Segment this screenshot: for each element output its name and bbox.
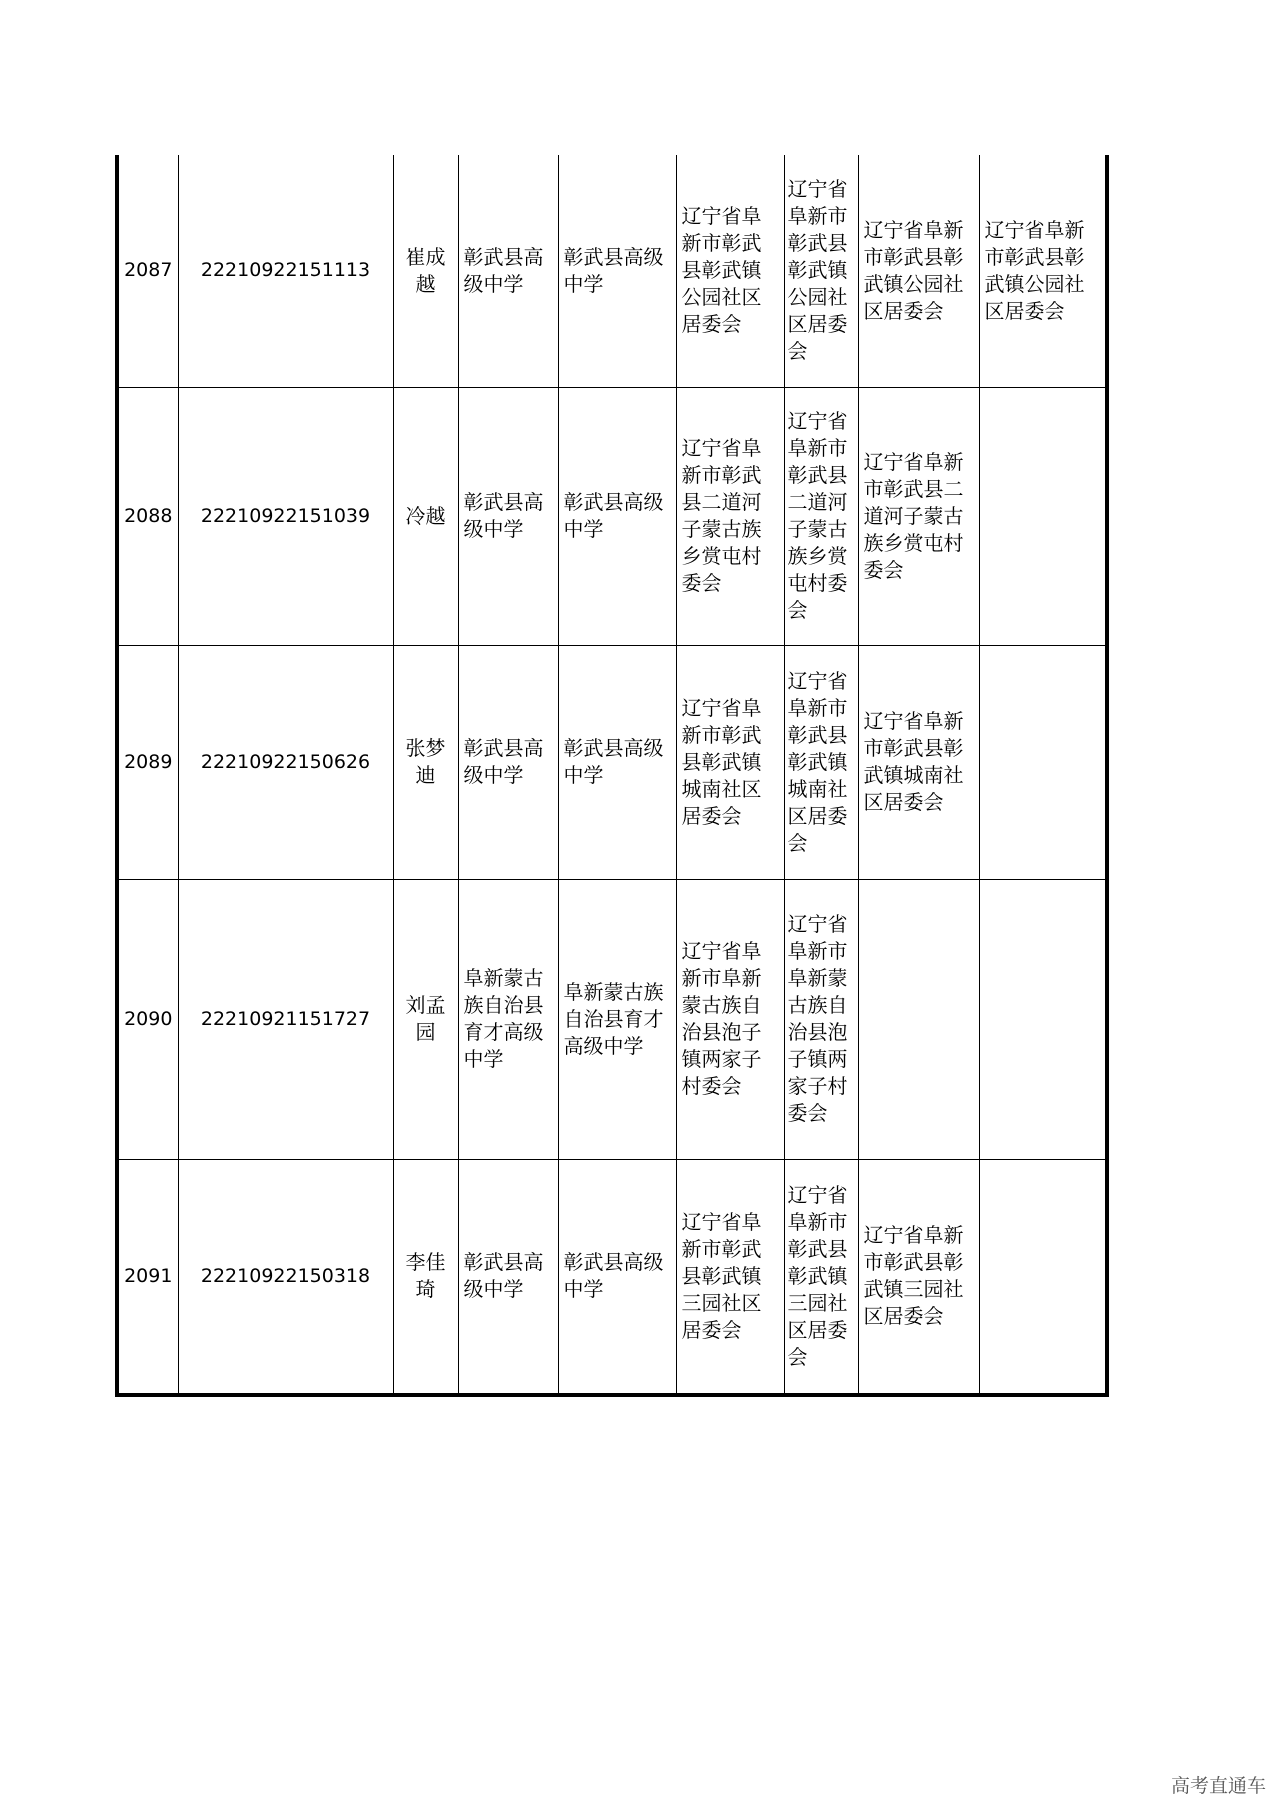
address-cell [858, 879, 979, 1159]
address-cell: 辽宁省阜新市阜新蒙古族自治县泡子镇两家子村委会 [784, 879, 858, 1159]
school-cell: 彰武县高级中学 [458, 387, 558, 645]
address-cell: 辽宁省阜新市彰武县彰武镇三园社区居委会 [676, 1159, 784, 1395]
exam-id-cell: 22210922151113 [178, 155, 393, 387]
exam-id-cell: 22210922150626 [178, 645, 393, 879]
name-cell: 崔成越 [393, 155, 458, 387]
table-row [117, 1159, 1107, 1395]
name-cell: 刘孟园 [393, 879, 458, 1159]
school-cell: 彰武县高级中学 [458, 1159, 558, 1395]
seq-cell: 2087 [117, 155, 178, 387]
address-cell [979, 387, 1107, 645]
seq-cell: 2089 [117, 645, 178, 879]
watermark-text: 高考直通车 [1170, 1775, 1266, 1797]
address-cell: 辽宁省阜新市彰武县彰武镇公园社区居委会 [979, 155, 1107, 387]
roster-table [115, 155, 1109, 1397]
address-cell [979, 879, 1107, 1159]
address-cell: 辽宁省阜新市彰武县彰武镇城南社区居委会 [858, 645, 979, 879]
address-cell [979, 1159, 1107, 1395]
address-cell: 辽宁省阜新市彰武县二道河子蒙古族乡赏屯村委会 [784, 387, 858, 645]
school-cell: 阜新蒙古族自治县育才高级中学 [558, 879, 676, 1159]
address-cell: 辽宁省阜新市彰武县彰武镇三园社区居委会 [858, 1159, 979, 1395]
school-cell: 彰武县高级中学 [558, 155, 676, 387]
table-row [117, 645, 1107, 879]
seq-cell: 2090 [117, 879, 178, 1159]
name-cell: 张梦迪 [393, 645, 458, 879]
address-cell: 辽宁省阜新市彰武县彰武镇公园社区居委会 [676, 155, 784, 387]
seq-cell: 2088 [117, 387, 178, 645]
school-cell: 彰武县高级中学 [458, 155, 558, 387]
school-cell: 彰武县高级中学 [558, 645, 676, 879]
name-cell: 李佳琦 [393, 1159, 458, 1395]
exam-id-cell: 22210922151039 [178, 387, 393, 645]
address-cell: 辽宁省阜新市彰武县彰武镇三园社区居委会 [784, 1159, 858, 1395]
name-cell: 冷越 [393, 387, 458, 645]
address-cell: 辽宁省阜新市彰武县二道河子蒙古族乡赏屯村委会 [676, 387, 784, 645]
table-row [117, 155, 1107, 387]
exam-id-cell: 22210921151727 [178, 879, 393, 1159]
seq-cell: 2091 [117, 1159, 178, 1395]
address-cell [979, 645, 1107, 879]
address-cell: 辽宁省阜新市彰武县彰武镇公园社区居委会 [784, 155, 858, 387]
school-cell: 彰武县高级中学 [558, 1159, 676, 1395]
table-row [117, 387, 1107, 645]
table-row [117, 879, 1107, 1159]
address-cell: 辽宁省阜新市彰武县彰武镇城南社区居委会 [676, 645, 784, 879]
address-cell: 辽宁省阜新市阜新蒙古族自治县泡子镇两家子村委会 [676, 879, 784, 1159]
address-cell: 辽宁省阜新市彰武县彰武镇公园社区居委会 [858, 155, 979, 387]
school-cell: 阜新蒙古族自治县育才高级中学 [458, 879, 558, 1159]
exam-id-cell: 22210922150318 [178, 1159, 393, 1395]
school-cell: 彰武县高级中学 [558, 387, 676, 645]
address-cell: 辽宁省阜新市彰武县彰武镇城南社区居委会 [784, 645, 858, 879]
school-cell: 彰武县高级中学 [458, 645, 558, 879]
address-cell: 辽宁省阜新市彰武县二道河子蒙古族乡赏屯村委会 [858, 387, 979, 645]
